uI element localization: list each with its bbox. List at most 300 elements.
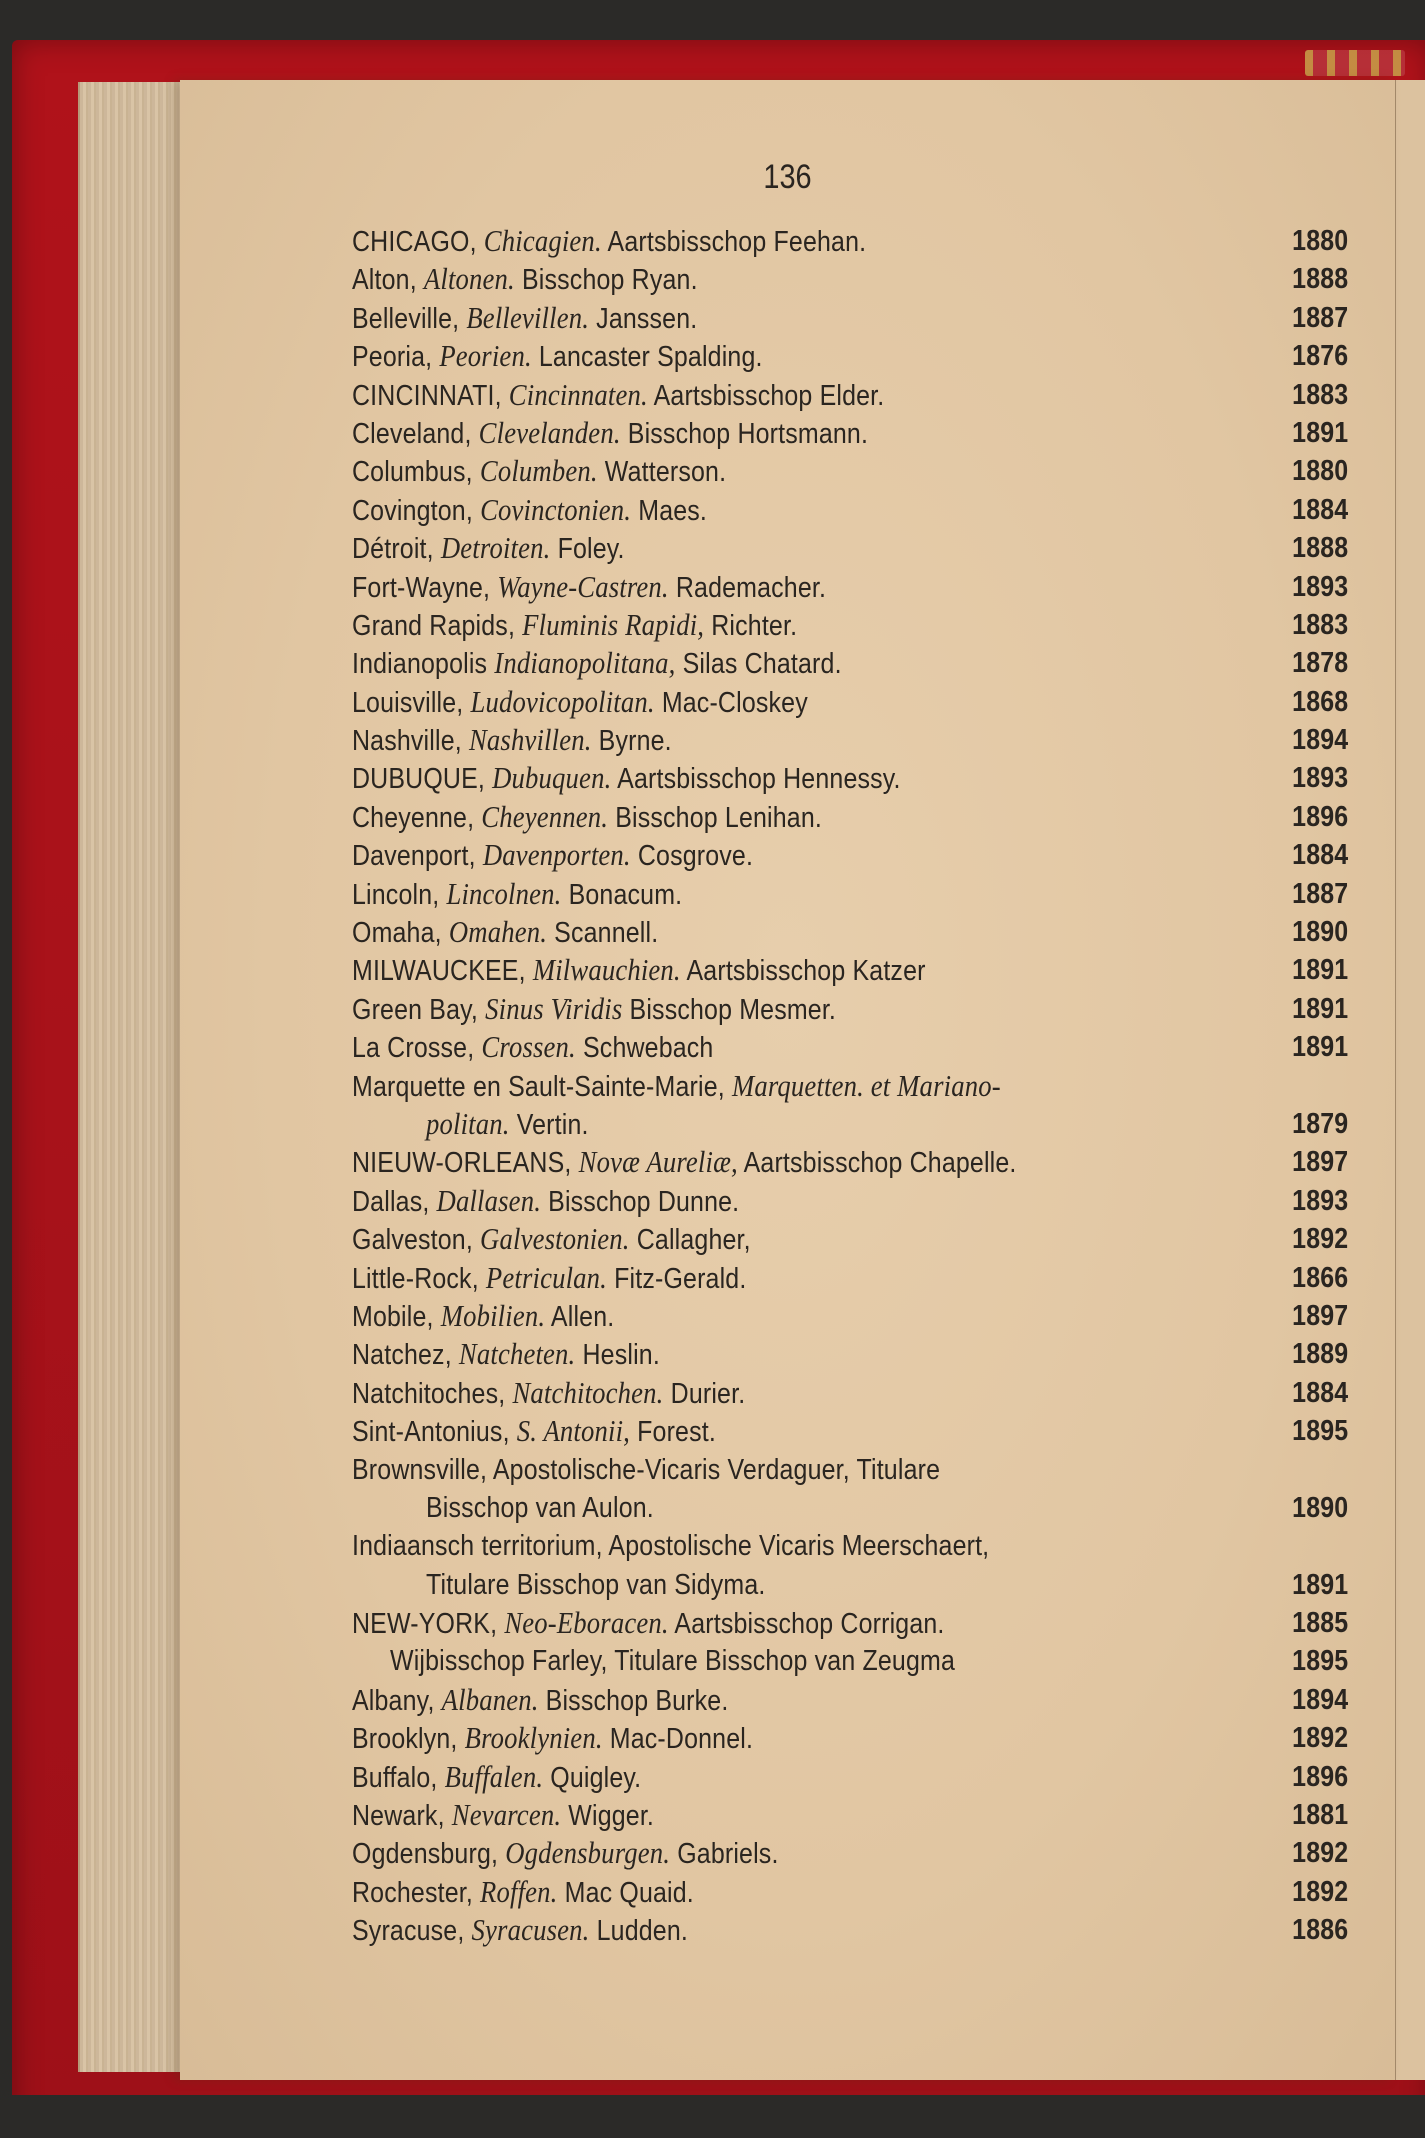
latin-name: Neo-Eboracen. bbox=[504, 1605, 669, 1641]
latin-name: Dubuquen. bbox=[492, 760, 612, 796]
city-name: CHICAGO, bbox=[352, 226, 477, 258]
bishop-text: Aartsbisschop Katzer bbox=[686, 955, 926, 988]
entry-line bbox=[352, 1374, 1348, 1412]
bishop-text: Mac-Closkey bbox=[661, 686, 808, 719]
latin-name: Natcheten. bbox=[458, 1336, 576, 1372]
city-name: Natchitoches, bbox=[352, 1377, 506, 1410]
latin-name: Crossen. bbox=[481, 1029, 576, 1065]
entry-line bbox=[352, 1297, 1348, 1335]
bishop-text: Titulare Bisschop van Sidyma. bbox=[426, 1568, 766, 1601]
city-name: Louisville, bbox=[352, 686, 464, 719]
year: 1881 bbox=[1291, 1799, 1348, 1832]
year: 1888 bbox=[1291, 532, 1348, 565]
year: 1889 bbox=[1291, 1338, 1348, 1371]
diocese-entry bbox=[352, 1527, 1348, 1604]
diocese-entry bbox=[352, 376, 1348, 414]
bishop-text: Apostolische Vicaris Meerschaert, bbox=[608, 1530, 990, 1563]
diocese-entry bbox=[352, 606, 1348, 644]
diocese-entry bbox=[352, 337, 1348, 375]
city-name: Détroit, bbox=[352, 533, 434, 566]
page-number: 136 bbox=[763, 158, 812, 196]
city-name: Covington, bbox=[352, 494, 473, 527]
year: 1888 bbox=[1291, 263, 1348, 296]
bishop-text: Apostolische-Vicaris Verdaguer, Titulare bbox=[492, 1453, 941, 1486]
entry-line bbox=[352, 1067, 1348, 1105]
city-name: Galveston, bbox=[352, 1224, 473, 1257]
entry-text bbox=[352, 1796, 654, 1835]
bishop-text: Rademacher. bbox=[675, 571, 827, 604]
bishop-text: Watterson. bbox=[604, 456, 727, 489]
latin-name: Roffen. bbox=[480, 1873, 558, 1909]
diocese-entry bbox=[352, 1642, 1348, 1680]
entry-line bbox=[352, 759, 1348, 797]
entry-line bbox=[352, 1451, 1348, 1489]
bishop-text: Mac-Donnel. bbox=[609, 1723, 754, 1756]
city-name: Buffalo, bbox=[352, 1761, 438, 1794]
entry-line bbox=[352, 683, 1348, 721]
diocese-entry bbox=[352, 452, 1348, 490]
year: 1887 bbox=[1291, 877, 1348, 910]
city-name: Syracuse, bbox=[352, 1915, 465, 1948]
latin-name: Petriculan. bbox=[485, 1259, 608, 1295]
entry-text bbox=[352, 1374, 745, 1413]
latin-name: Cincinnaten. bbox=[508, 376, 648, 412]
entry-line bbox=[352, 1143, 1348, 1181]
entry-line bbox=[352, 721, 1348, 759]
bishop-text: Bisschop Dunne. bbox=[548, 1185, 740, 1218]
entry-text bbox=[352, 1527, 989, 1565]
entry-text bbox=[352, 990, 836, 1029]
entry-text bbox=[352, 452, 726, 491]
entry-text bbox=[352, 1719, 753, 1758]
entry-line bbox=[352, 1834, 1348, 1872]
latin-name: Nashvillen. bbox=[468, 722, 592, 758]
diocese-entry bbox=[352, 798, 1348, 836]
bishop-text: Callagher, bbox=[636, 1224, 751, 1257]
bishop-text: Foley. bbox=[557, 533, 625, 566]
year: 1887 bbox=[1291, 301, 1348, 334]
year: 1897 bbox=[1291, 1299, 1348, 1332]
entry-line bbox=[352, 913, 1348, 951]
entry-text bbox=[352, 1259, 746, 1298]
entry-text bbox=[352, 1451, 940, 1489]
diocese-entry bbox=[352, 683, 1348, 721]
entry-text bbox=[352, 222, 866, 261]
year: 1891 bbox=[1291, 1568, 1348, 1601]
year: 1884 bbox=[1291, 839, 1348, 872]
entry-text bbox=[352, 1028, 713, 1067]
latin-name: Covinctonien. bbox=[480, 491, 632, 527]
city-name: NIEUW-ORLEANS, bbox=[352, 1147, 572, 1180]
entry-line bbox=[352, 875, 1348, 913]
entry-text bbox=[352, 1758, 641, 1797]
diocese-entry bbox=[352, 1834, 1348, 1872]
entry-text bbox=[352, 798, 822, 837]
city-name: Albany, bbox=[352, 1684, 435, 1717]
city-name: Mobile, bbox=[352, 1300, 434, 1333]
year: 1896 bbox=[1291, 800, 1348, 833]
book-page bbox=[180, 80, 1395, 2080]
latin-name: Clevelanden. bbox=[478, 414, 621, 450]
bishop-text: Janssen. bbox=[596, 302, 698, 335]
city-name: Nashville, bbox=[352, 725, 462, 758]
year: 1891 bbox=[1291, 954, 1348, 987]
entry-text bbox=[352, 1834, 779, 1873]
year: 1890 bbox=[1291, 1491, 1348, 1524]
entry-line bbox=[352, 1335, 1348, 1373]
city-name: NEW-YORK, bbox=[352, 1608, 498, 1641]
entry-text bbox=[352, 1297, 614, 1336]
year: 1894 bbox=[1291, 724, 1348, 757]
diocese-entry bbox=[352, 721, 1348, 759]
bishop-text: Ludden. bbox=[596, 1915, 688, 1948]
entry-line bbox=[352, 1642, 1348, 1680]
entry-line bbox=[352, 951, 1348, 989]
diocese-entry bbox=[352, 1681, 1348, 1719]
background-surface bbox=[0, 2095, 1425, 2138]
latin-name: Lincolnen. bbox=[446, 875, 562, 911]
bishop-text: Lancaster Spalding. bbox=[538, 341, 763, 374]
diocese-entry bbox=[352, 1259, 1348, 1297]
entry-text bbox=[352, 1220, 751, 1259]
city-name: MILWAUCKEE, bbox=[352, 955, 526, 988]
bishop-text: Richter. bbox=[711, 609, 798, 642]
latin-name: Chicagien. bbox=[483, 223, 602, 258]
diocese-entry bbox=[352, 1335, 1348, 1373]
latin-name: Sinus Viridis bbox=[485, 990, 623, 1026]
city-name: Indiaansch territorium, bbox=[352, 1530, 603, 1563]
entry-line bbox=[352, 1566, 1348, 1604]
diocese-entry bbox=[352, 1412, 1348, 1450]
city-name: Fort-Wayne, bbox=[352, 571, 491, 604]
bishop-text: Mac Quaid. bbox=[564, 1876, 694, 1909]
entry-line bbox=[352, 529, 1348, 567]
latin-name: Milwauchien. bbox=[532, 952, 681, 988]
year: 1893 bbox=[1291, 762, 1348, 795]
entry-text bbox=[352, 376, 884, 415]
latin-name: Columben. bbox=[479, 453, 598, 489]
year: 1890 bbox=[1291, 916, 1348, 949]
entry-text bbox=[352, 913, 658, 952]
entry-line bbox=[352, 1681, 1348, 1719]
entry-line bbox=[352, 299, 1348, 337]
entry-text bbox=[352, 1143, 1017, 1182]
year: 1886 bbox=[1291, 1914, 1348, 1947]
bishop-text: Wijbisschop Farley, Titulare Bisschop van Zeugma bbox=[390, 1645, 956, 1678]
year: 1884 bbox=[1291, 1376, 1348, 1409]
latin-name: Ogdensburgen. bbox=[505, 1835, 671, 1871]
latin-name: Bellevillen. bbox=[466, 299, 590, 335]
entry-line bbox=[352, 491, 1348, 529]
entry-text bbox=[352, 414, 868, 453]
entry-text bbox=[352, 606, 797, 645]
bishop-text: Quigley. bbox=[550, 1761, 642, 1794]
diocese-entry bbox=[352, 1873, 1348, 1911]
entry-line bbox=[352, 1719, 1348, 1757]
entry-text bbox=[352, 299, 697, 338]
latin-name: Omahen. bbox=[448, 914, 548, 950]
city-name: Cleveland, bbox=[352, 417, 472, 450]
bishop-text: Bisschop Mesmer. bbox=[629, 993, 837, 1026]
year: 1885 bbox=[1291, 1607, 1348, 1640]
latin-name: Galvestonien. bbox=[480, 1221, 630, 1257]
city-name: Lincoln, bbox=[352, 878, 440, 911]
entry-text bbox=[352, 260, 698, 299]
city-name: Omaha, bbox=[352, 917, 442, 950]
bishop-text: Durier. bbox=[670, 1377, 746, 1410]
entry-line bbox=[352, 260, 1348, 298]
year: 1880 bbox=[1291, 225, 1348, 257]
year: 1895 bbox=[1291, 1645, 1348, 1678]
diocese-entry bbox=[352, 1297, 1348, 1335]
latin-name: Detroiten. bbox=[440, 530, 551, 566]
entry-text bbox=[352, 683, 808, 722]
city-name: Newark, bbox=[352, 1800, 445, 1833]
year: 1884 bbox=[1291, 493, 1348, 526]
city-name: CINCINNATI, bbox=[352, 379, 502, 412]
bishop-text: Aartsbisschop Chapelle. bbox=[743, 1147, 1017, 1180]
entry-line bbox=[352, 1105, 1348, 1143]
diocese-entry bbox=[352, 299, 1348, 337]
entry-line bbox=[352, 414, 1348, 452]
entry-line bbox=[352, 337, 1348, 375]
city-name: DUBUQUE, bbox=[352, 763, 486, 796]
entry-text bbox=[352, 836, 753, 875]
bishop-text: Bisschop Ryan. bbox=[521, 264, 698, 297]
diocese-entry bbox=[352, 529, 1348, 567]
year: 1896 bbox=[1291, 1760, 1348, 1793]
entry-text bbox=[352, 1681, 728, 1720]
year: 1893 bbox=[1291, 1184, 1348, 1217]
diocese-entry bbox=[352, 1758, 1348, 1796]
year: 1868 bbox=[1291, 685, 1348, 718]
entry-text bbox=[352, 644, 842, 683]
city-name: Belleville, bbox=[352, 302, 460, 335]
year: 1883 bbox=[1291, 608, 1348, 641]
bishop-text: Bisschop Hortsmann. bbox=[627, 417, 869, 450]
entry-text bbox=[352, 1873, 694, 1912]
diocese-entry bbox=[352, 568, 1348, 606]
bishop-text: Aartsbisschop Corrigan. bbox=[674, 1608, 945, 1641]
latin-name: Buffalen. bbox=[444, 1758, 544, 1794]
city-name: Columbus, bbox=[352, 456, 473, 489]
entry-text bbox=[426, 1489, 654, 1527]
entry-line bbox=[352, 1182, 1348, 1220]
latin-name: Novæ Aureliæ, bbox=[578, 1144, 738, 1180]
city-name: Indianopolis bbox=[352, 648, 488, 681]
latin-name: politan. bbox=[426, 1105, 510, 1141]
diocese-entry bbox=[352, 1604, 1348, 1642]
entry-text bbox=[352, 1412, 716, 1451]
adjacent-page-edge bbox=[1393, 80, 1425, 2080]
diocese-entry bbox=[352, 414, 1348, 452]
entry-line bbox=[352, 568, 1348, 606]
year: 1878 bbox=[1291, 647, 1348, 680]
city-name: Alton, bbox=[352, 264, 417, 297]
year: 1892 bbox=[1291, 1722, 1348, 1755]
bishop-text: Wigger. bbox=[568, 1800, 655, 1833]
bishop-text: Silas Chatard. bbox=[682, 648, 842, 681]
bishop-text: Maes. bbox=[638, 494, 708, 527]
city-name: Grand Rapids, bbox=[352, 609, 516, 642]
diocese-entry bbox=[352, 1028, 1348, 1066]
latin-name: Indianopolitana, bbox=[494, 645, 676, 681]
entry-text bbox=[352, 875, 682, 914]
bishop-text: Byrne. bbox=[598, 725, 672, 758]
bishop-text: Schwebach bbox=[582, 1032, 714, 1065]
year: 1891 bbox=[1291, 1031, 1348, 1064]
diocese-entry bbox=[352, 951, 1348, 989]
year: 1879 bbox=[1291, 1107, 1348, 1140]
entry-text bbox=[352, 1182, 739, 1221]
year: 1892 bbox=[1291, 1223, 1348, 1256]
year: 1891 bbox=[1291, 992, 1348, 1025]
diocese-entry bbox=[352, 1182, 1348, 1220]
city-name: Rochester, bbox=[352, 1876, 473, 1909]
year: 1876 bbox=[1291, 340, 1348, 373]
year: 1895 bbox=[1291, 1415, 1348, 1448]
year: 1891 bbox=[1291, 416, 1348, 449]
diocese-entry bbox=[352, 1911, 1348, 1949]
bishop-text: Gabriels. bbox=[677, 1838, 779, 1871]
entry-text bbox=[390, 1642, 955, 1680]
diocese-entry bbox=[352, 491, 1348, 529]
bishop-text: Scannell. bbox=[554, 917, 659, 950]
headband bbox=[1305, 50, 1405, 76]
diocese-entry bbox=[352, 260, 1348, 298]
entry-line bbox=[352, 1604, 1348, 1642]
diocese-entry bbox=[352, 1067, 1348, 1144]
latin-name: Peorien. bbox=[439, 338, 532, 374]
diocese-entry bbox=[352, 875, 1348, 913]
entry-line bbox=[352, 1220, 1348, 1258]
diocese-entry bbox=[352, 644, 1348, 682]
latin-name: Brooklynien. bbox=[464, 1720, 603, 1756]
bishop-text: Bisschop Burke. bbox=[545, 1684, 729, 1717]
latin-name: Fluminis Rapidi, bbox=[522, 606, 705, 642]
bishop-text: Aartsbisschop Feehan. bbox=[607, 226, 867, 258]
latin-name: Ludovicopolitan. bbox=[470, 683, 655, 719]
bishop-text: Fitz-Gerald. bbox=[614, 1262, 747, 1295]
entry-line bbox=[352, 222, 1348, 260]
city-name: Natchez, bbox=[352, 1339, 452, 1372]
year: 1892 bbox=[1291, 1837, 1348, 1870]
entry-line bbox=[352, 644, 1348, 682]
year: 1893 bbox=[1291, 570, 1348, 603]
diocese-entry bbox=[352, 1719, 1348, 1757]
bishop-text: Allen. bbox=[550, 1300, 615, 1333]
entry-text bbox=[352, 721, 672, 760]
city-name: Marquette en Sault-Sainte-Marie, bbox=[352, 1070, 725, 1103]
city-name: Sint-Antonius, bbox=[352, 1416, 510, 1449]
entry-line bbox=[352, 452, 1348, 490]
entry-line bbox=[352, 1028, 1348, 1066]
entry-text bbox=[352, 1604, 945, 1643]
bishop-text: Aartsbisschop Elder. bbox=[653, 379, 885, 412]
entry-line bbox=[352, 798, 1348, 836]
latin-name: Marquetten. et Mariano- bbox=[731, 1067, 1001, 1103]
entry-line bbox=[352, 1873, 1348, 1911]
bishop-text: Bonacum. bbox=[568, 878, 683, 911]
entry-line bbox=[352, 836, 1348, 874]
latin-name: Nevarcen. bbox=[451, 1797, 562, 1833]
city-name: Green Bay, bbox=[352, 993, 479, 1026]
entry-line bbox=[352, 606, 1348, 644]
diocese-entry bbox=[352, 1451, 1348, 1528]
diocese-entry bbox=[352, 990, 1348, 1028]
year: 1897 bbox=[1291, 1146, 1348, 1179]
entry-text bbox=[352, 1067, 1001, 1106]
diocese-entry bbox=[352, 1796, 1348, 1834]
latin-name: S. Antonii, bbox=[516, 1413, 631, 1449]
diocese-entry bbox=[352, 1374, 1348, 1412]
year: 1883 bbox=[1291, 378, 1348, 411]
diocese-list bbox=[352, 222, 1348, 1950]
city-name: Brooklyn, bbox=[352, 1723, 458, 1756]
latin-name: Wayne-Castren. bbox=[497, 568, 669, 604]
diocese-entry bbox=[352, 836, 1348, 874]
entry-line bbox=[352, 1758, 1348, 1796]
city-name: Cheyenne, bbox=[352, 801, 475, 834]
diocese-entry bbox=[352, 222, 1348, 260]
bishop-text: Bisschop van Aulon. bbox=[426, 1491, 654, 1524]
year: 1892 bbox=[1291, 1875, 1348, 1908]
latin-name: Davenporten. bbox=[482, 837, 631, 873]
year: 1866 bbox=[1291, 1261, 1348, 1294]
entry-text bbox=[426, 1566, 766, 1604]
bishop-text: Cosgrove. bbox=[637, 840, 754, 873]
entry-text bbox=[426, 1105, 589, 1144]
bishop-text: Vertin. bbox=[516, 1108, 589, 1141]
city-name: Peoria, bbox=[352, 341, 433, 374]
entry-text bbox=[352, 1911, 688, 1950]
entry-text bbox=[352, 529, 625, 568]
latin-name: Albanen. bbox=[441, 1681, 539, 1717]
city-name: Little-Rock, bbox=[352, 1262, 479, 1295]
entry-line bbox=[352, 1412, 1348, 1450]
bishop-text: Forest. bbox=[637, 1416, 716, 1449]
latin-name: Dallasen. bbox=[436, 1182, 542, 1218]
city-name: Davenport, bbox=[352, 840, 476, 873]
entry-line bbox=[352, 1527, 1348, 1565]
entry-line bbox=[352, 990, 1348, 1028]
city-name: La Crosse, bbox=[352, 1032, 475, 1065]
latin-name: Altonen. bbox=[423, 261, 515, 297]
latin-name: Cheyennen. bbox=[481, 798, 609, 834]
year: 1894 bbox=[1291, 1683, 1348, 1716]
latin-name: Natchitochen. bbox=[512, 1374, 664, 1410]
latin-name: Mobilien. bbox=[440, 1297, 546, 1333]
entry-text bbox=[352, 491, 707, 530]
entry-line bbox=[352, 1911, 1348, 1949]
entry-line bbox=[352, 1489, 1348, 1527]
entry-line bbox=[352, 376, 1348, 414]
entry-text bbox=[352, 568, 826, 607]
city-name: Dallas, bbox=[352, 1185, 430, 1218]
bishop-text: Aartsbisschop Hennessy. bbox=[617, 763, 901, 796]
entry-text bbox=[352, 759, 901, 798]
city-name: Ogdensburg, bbox=[352, 1838, 499, 1871]
city-name: Brownsville, bbox=[352, 1453, 488, 1486]
diocese-entry bbox=[352, 1220, 1348, 1258]
latin-name: Syracusen. bbox=[471, 1912, 590, 1948]
diocese-entry bbox=[352, 1143, 1348, 1181]
bishop-text: Heslin. bbox=[582, 1339, 660, 1372]
diocese-entry bbox=[352, 913, 1348, 951]
entry-line bbox=[352, 1259, 1348, 1297]
entry-line bbox=[352, 1796, 1348, 1834]
bishop-text: Bisschop Lenihan. bbox=[615, 801, 822, 834]
